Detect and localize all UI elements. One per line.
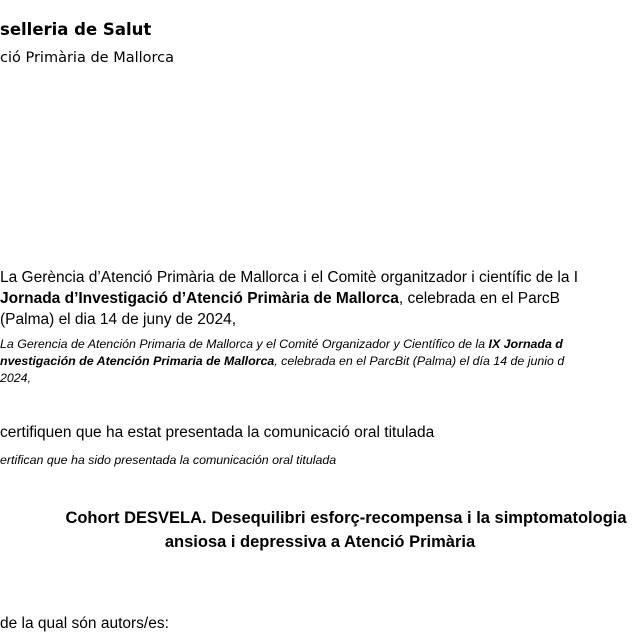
presentation-title-line2: ansiosa i depressiva a Atenció Primària xyxy=(164,533,476,551)
certify-catalan: certifiquen que ha estat presentada la comunicació oral titulada xyxy=(0,424,435,441)
paragraph-spanish-line1 xyxy=(0,335,563,353)
event-name-catalan: Jornada d’Investigació d’Atenció Primària de Mallorca xyxy=(0,290,399,307)
paragraph-catalan-line3: (Palma) el dia 14 de juny de 2024, xyxy=(0,311,237,328)
paragraph-spanish-line2-rest: , celebrada en el ParcBit (Palma) el día 14 de junio d xyxy=(274,354,565,368)
institution-name: selleria de Salut xyxy=(0,20,152,39)
paragraph-spanish-line1-pre: La Gerencia de Atención Primaria de Mallorca y el Comité Organizador y Científico de la xyxy=(0,337,489,351)
paragraph-catalan-line2-rest: , celebrada en el ParcB xyxy=(398,290,560,307)
institution-subname: ció Primària de Mallorca xyxy=(0,50,175,66)
authors-intro: de la qual són autors/es: xyxy=(0,615,169,632)
event-name-spanish: nvestigación de Atención Primaria de Mallorca xyxy=(0,354,275,368)
certify-spanish: ertifican que ha sido presentada la comunicación oral titulada xyxy=(0,453,337,467)
paragraph-catalan-line1: La Gerència d’Atenció Primària de Mallorca i el Comitè organitzador i científic de la I xyxy=(0,269,579,286)
event-name-spanish-start: IX Jornada d xyxy=(488,337,563,351)
paragraph-spanish-line3: 2024, xyxy=(0,371,32,385)
presentation-title-line1: Cohort DESVELA. Desequilibri esforç-recompensa i la simptomatologia xyxy=(65,509,627,527)
paragraph-spanish-line2 xyxy=(0,352,564,370)
paragraph-catalan-line2 xyxy=(0,289,560,309)
presentation-title xyxy=(0,506,640,554)
